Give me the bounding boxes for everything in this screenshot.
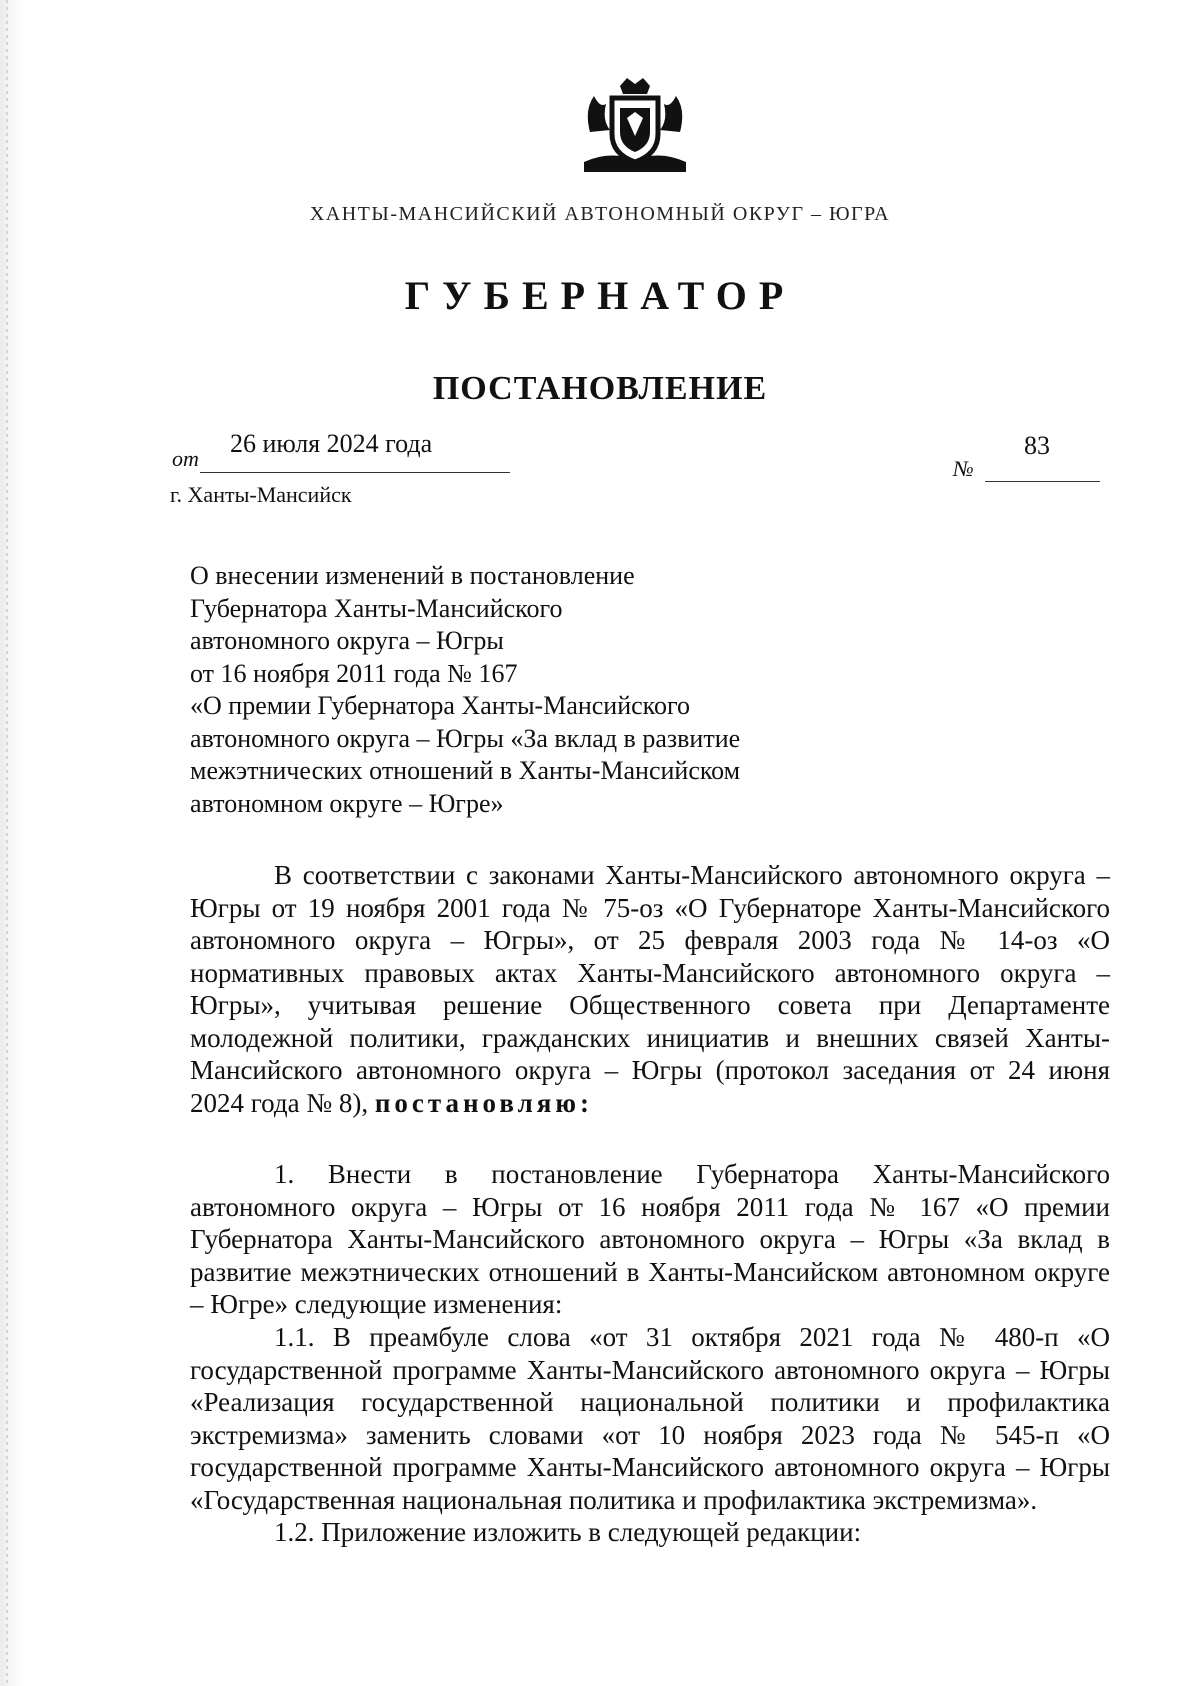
- subject-line: автономного округа – Югры «За вклад в развитие: [190, 723, 741, 753]
- date-label: от: [172, 446, 199, 471]
- region-name: ХАНТЫ-МАНСИЙСКИЙ АВТОНОМНЫЙ ОКРУГ – ЮГРА: [309, 203, 891, 225]
- document-subject: [190, 560, 870, 820]
- coat-of-arms-icon: [580, 74, 690, 176]
- item-1-1: 1.1. В преамбуле слова «от 31 октября 2021 года № 480-п «О государственной программе Ханты-Мансийского автономного округа – Югры «Реализация государственной национальной политики и профилактика экстремизма» заменить словами «от 10 ноября 2023 года № 545-п «О государственной программе Ханты-Мансийского автономного округа – Югры «Государственная национальная политика и профилактика экстремизма».: [190, 1322, 1110, 1515]
- item-1-2: 1.2. Приложение изложить в следующей редакции:: [274, 1517, 862, 1547]
- preamble-text: В соответствии с законами Ханты-Мансийского автономного округа – Югры от 19 ноября 2001 года № 75-оз «О Губернаторе Ханты-Мансийского автономного округа – Югры», от 25 февраля 2003 года № 14-оз «О нормативных правовых актах Ханты-Мансийского автономного округа – Югры», учитывая решение Общественного совета при Департаменте молодежной политики, гражданских инициатив и внешних связей Ханты-Мансийского автономного округа – Югры (протокол заседания от 24 июня 2024 года № 8),: [190, 860, 1110, 1118]
- document-date: 26 июля 2024 года: [230, 429, 433, 458]
- subject-line: автономном округе – Югре»: [190, 788, 504, 818]
- subject-line: Губернатора Ханты-Мансийского: [190, 593, 563, 623]
- subject-line: автономного округа – Югры: [190, 626, 504, 655]
- document-type: ПОСТАНОВЛЕНИЕ: [432, 370, 768, 407]
- item-1: 1. Внести в постановление Губернатора Ханты-Мансийского автономного округа – Югры от 16 ноября 2011 года № 167 «О премии Губернатора Ханты-Мансийского автономного округа – Югры «За вклад в развитие межэтнических отношений в Ханты-Мансийском автономном округе – Югре» следующие изменения:: [190, 1159, 1110, 1319]
- number-underline: [985, 481, 1100, 482]
- date-underline: [200, 472, 510, 473]
- issue-city: г. Ханты-Мансийск: [170, 482, 352, 507]
- subject-line: «О премии Губернатора Ханты-Мансийского: [190, 691, 691, 720]
- resolve-word: постановляю:: [374, 1087, 593, 1118]
- scan-edge: [0, 0, 30, 1686]
- subject-line: межэтнических отношений в Ханты-Мансийском: [190, 756, 741, 785]
- subject-line: от 16 ноября 2011 года № 167: [190, 658, 518, 688]
- subject-line: О внесении изменений в постановление: [190, 561, 635, 590]
- document-number: 83: [1024, 431, 1050, 460]
- number-label: №: [953, 456, 974, 481]
- authority-title: ГУБЕРНАТОР: [404, 273, 796, 318]
- preamble-paragraph: [190, 859, 1110, 1119]
